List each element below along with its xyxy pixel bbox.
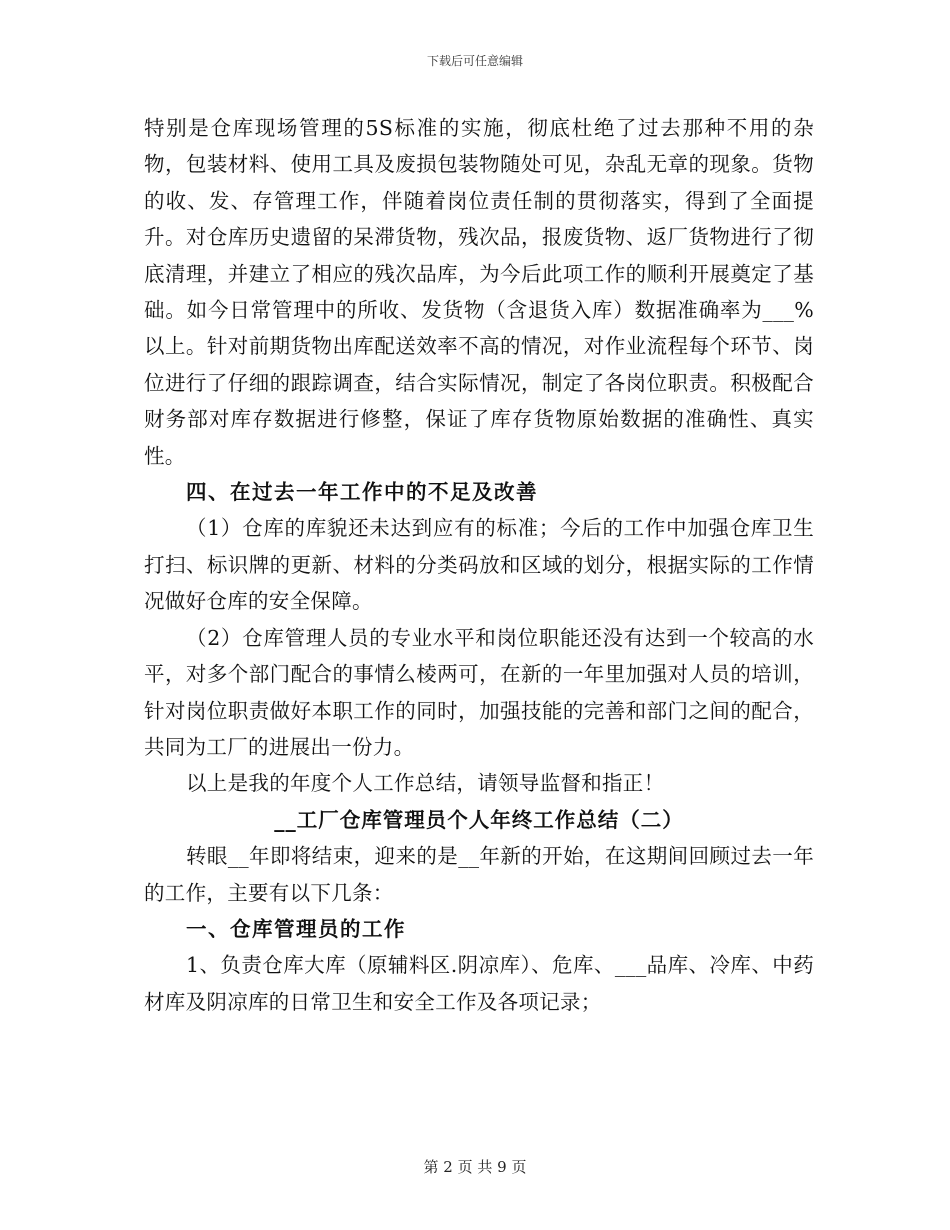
- section-heading-shortcomings: 四、在过去一年工作中的不足及改善: [186, 480, 538, 505]
- section-heading-duties: 一、仓库管理员的工作: [186, 916, 406, 941]
- paragraph-closing: 以上是我的年度个人工作总结，请领导监督和指正！: [186, 771, 665, 796]
- paragraph-intro: 转眼__年即将结束，迎来的是__年新的开始，在这期间回顾过去一年的工作，主要有以下几条：: [144, 844, 814, 905]
- page-number: 第 2 页 共 9 页: [423, 1158, 527, 1176]
- document-body: [144, 110, 814, 1020]
- paragraph-shortcoming-2: （2）仓库管理人员的专业水平和岗位职能还没有达到一个较高的水平，对多个部门配合的事情么棱两可，在新的一年里加强对人员的培训，针对岗位职责做好本职工作的同时，加强技能的完善和部门之间的配合，共同为工厂的进展出一份力。: [144, 625, 814, 759]
- paragraph-shortcoming-1: （1）仓库的库貌还未达到应有的标准；今后的工作中加强仓库卫生打扫、标识牌的更新、材料的分类码放和区域的划分，根据实际的工作情况做好仓库的安全保障。: [144, 516, 814, 614]
- page-header: 下载后可任意编辑: [426, 54, 523, 68]
- paragraph-warehouse-5s: 特别是仓库现场管理的5S标准的实施，彻底杜绝了过去那种不用的杂物，包装材料、使用工具及废损包装物随处可见，杂乱无章的现象。货物的收、发、存管理工作，伴随着岗位责任制的贯彻落实，得到了全面提升。对仓库历史遗留的呆滞货物，残次品，报废货物、返厂货物进行了彻底清理，并建立了相应的残次品库，为今后此项工作的顺利开展奠定了基础。如今日常管理中的所收、发货物（含退货入库）数据准确率为___%以上。针对前期货物出库配送效率不高的情况，对作业流程每个环节、岗位进行了仔细的跟踪调查，结合实际情况，制定了各岗位职责。积极配合财务部对库存数据进行修整，保证了库存货物原始数据的准确性、真实性。: [144, 116, 814, 468]
- document-title-part-2: __工厂仓库管理员个人年终工作总结（二）: [274, 807, 684, 832]
- paragraph-duty-1: 1、负责仓库大库（原辅料区.阴凉库）、危库、___品库、冷库、中药材库及阴凉库的日常卫生和安全工作及各项记录；: [144, 953, 814, 1014]
